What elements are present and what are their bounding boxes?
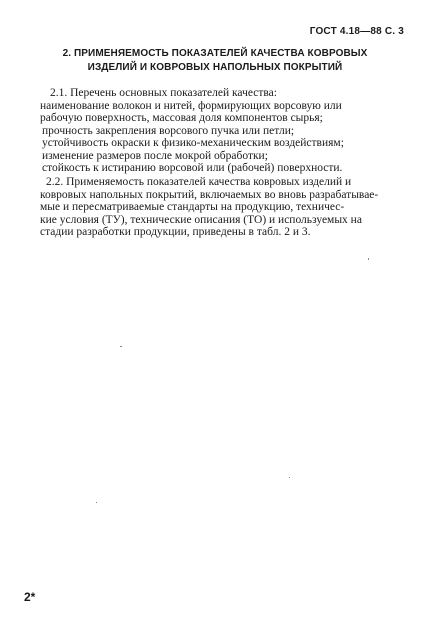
paragraph-line: устойчивость окраски к физико-механическим воздействиям;: [42, 137, 344, 149]
section-title-line-1: 2. ПРИМЕНЯЕМОСТЬ ПОКАЗАТЕЛЕЙ КАЧЕСТВА КОВРОВЫХ: [62, 48, 368, 59]
section-title-line-2: ИЗДЕЛИЙ И КОВРОВЫХ НАПОЛЬНЫХ ПОКРЫТИЙ: [87, 62, 343, 73]
paragraph-line: наименование волокон и нитей, формирующих ворсовую или: [40, 99, 342, 112]
paragraph-line: кие условия (ТУ), технические описания (ТО) и используемых на: [40, 213, 362, 226]
scan-speck: [368, 258, 369, 260]
paragraph-line: прочность закрепления ворсового пучка или петли;: [42, 124, 295, 137]
paragraph-2-2: [40, 176, 402, 239]
section-title: [40, 47, 390, 75]
paragraph-line: ковровых напольных покрытий, включаемых во вновь разрабатывае-: [40, 188, 379, 201]
paragraph-line: стойкость к истиранию ворсовой или (рабочей) поверхности.: [42, 162, 343, 174]
paragraph-line: рабочую поверхность, массовая доля компонентов сырья;: [40, 112, 323, 124]
paragraph-line: стадии разработки продукции, приведены в табл. 2 и 3.: [40, 226, 311, 238]
scan-speck: [96, 502, 97, 503]
paragraph-line: 2.2. Применяемость показателей качества ковровых изделий и: [46, 176, 352, 188]
paragraph-2-1: [40, 87, 402, 175]
page-header-standard: ГОСТ 4.18—88 С. 3: [309, 26, 404, 37]
page-footer-mark: 2*: [24, 590, 36, 604]
paragraph-line: 2.1. Перечень основных показателей качества:: [50, 87, 277, 99]
paragraph-line: мые и пересматриваемые стандарты на продукцию, техничес-: [40, 201, 345, 213]
scan-speck: [120, 346, 122, 347]
scan-speck: [289, 477, 290, 478]
paragraph-line: изменение размеров после мокрой обработки;: [42, 149, 268, 162]
